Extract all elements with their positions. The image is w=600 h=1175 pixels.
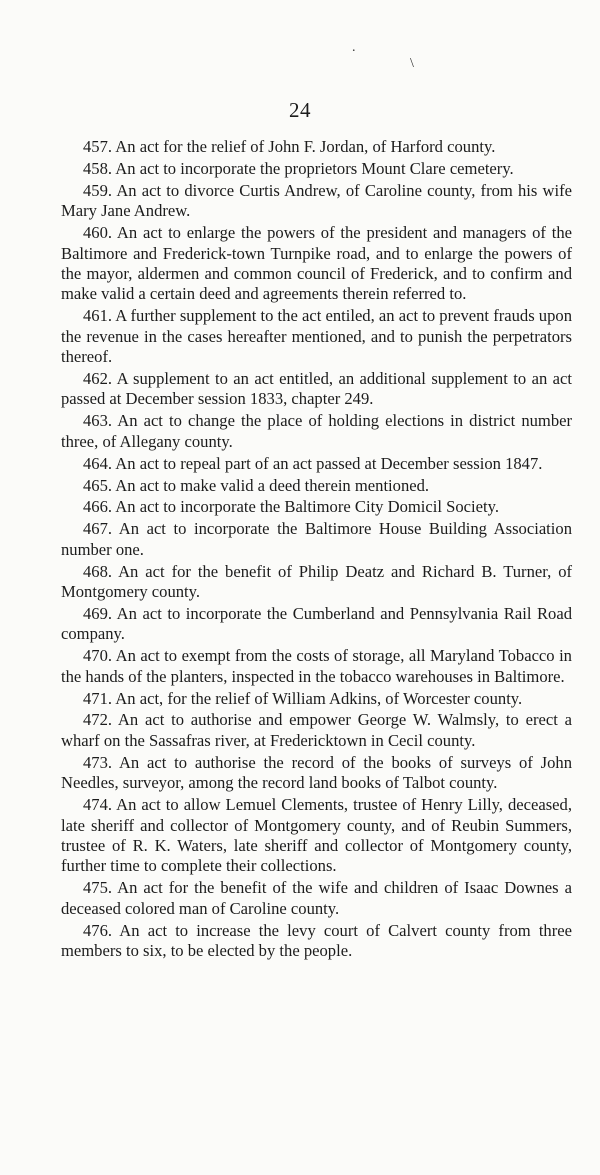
print-speck: .	[352, 40, 356, 55]
act-entry	[61, 921, 572, 962]
act-entry	[61, 878, 572, 919]
act-number: 458.	[83, 158, 113, 178]
act-entry	[61, 181, 572, 222]
act-text: An act to repeal part of an act passed at December session 1847.	[115, 453, 543, 473]
act-number: 471.	[83, 688, 113, 708]
act-text: A further supplement to the act entiled, an act to prevent frauds upon the revenue in the cases hereafter mentioned, and to punish the perpetrators thereof.	[61, 306, 572, 367]
act-entry	[61, 689, 572, 709]
act-text: An act to make valid a deed therein mentioned.	[115, 475, 430, 495]
act-entry	[61, 137, 572, 157]
act-text: An act, for the relief of William Adkins, of Worcester county.	[115, 688, 523, 708]
act-entry	[61, 795, 572, 877]
act-number: 475.	[83, 878, 113, 898]
act-entry	[61, 604, 572, 645]
act-number: 474.	[83, 795, 113, 815]
act-entry	[61, 476, 572, 496]
act-text: An act to divorce Curtis Andrew, of Caroline county, from his wife Mary Jane Andrew.	[61, 180, 572, 221]
act-text: An act to allow Lemuel Clements, trustee of Henry Lilly, deceased, late sheriff and collector of Montgomery county, and of Reubin Summers, trustee of R. K. Waters, late sheriff and collector of Montgomery county, further time to complete their collections.	[61, 795, 572, 876]
act-number: 472.	[83, 710, 113, 730]
act-number: 461.	[83, 306, 113, 326]
act-entry	[61, 454, 572, 474]
act-text: An act for the relief of John F. Jordan, of Harford county.	[115, 137, 496, 156]
act-text: An act to incorporate the Baltimore City Domicil Society.	[115, 497, 499, 517]
act-number: 463.	[83, 411, 113, 431]
act-number: 459.	[83, 180, 113, 200]
act-entry	[61, 223, 572, 305]
act-number: 457.	[83, 137, 113, 156]
act-text: An act to exempt from the costs of storage, all Maryland Tobacco in the hands of the planters, inspected in the tobacco warehouses in Baltimore.	[61, 646, 572, 686]
act-text: A supplement to an act entitled, an additional supplement to an act passed at December session 1833, chapter 249.	[61, 368, 573, 409]
act-number: 464.	[83, 453, 113, 473]
print-speck: \	[410, 56, 414, 71]
act-text: An act to incorporate the Cumberland and Pennsylvania Rail Road company.	[61, 603, 572, 644]
act-number: 466.	[83, 497, 113, 517]
act-entry	[61, 753, 572, 794]
act-entry	[61, 369, 572, 410]
act-number: 467.	[83, 519, 113, 539]
act-entry	[61, 159, 572, 179]
act-entry	[61, 411, 572, 452]
act-number: 469.	[83, 603, 113, 623]
act-entry	[61, 710, 572, 751]
act-text: An act to authorise and empower George W. Walmsly, to erect a wharf on the Sassafras river, at Fredericktown in Cecil county.	[61, 710, 572, 750]
act-entry	[61, 562, 572, 603]
act-entry	[61, 497, 572, 517]
act-entry	[61, 646, 572, 687]
act-text: An act for the benefit of Philip Deatz and Richard B. Turner, of Montgomery county.	[61, 561, 573, 602]
act-number: 468.	[83, 561, 113, 581]
acts-list	[61, 137, 572, 963]
act-number: 460.	[83, 223, 113, 243]
act-entry	[61, 306, 572, 367]
act-number: 462.	[83, 368, 113, 388]
page-number: 24	[289, 98, 311, 122]
act-number: 465.	[83, 475, 113, 495]
act-text: An act to authorise the record of the books of surveys of John Needles, surveyor, among the record land books of Talbot county.	[61, 752, 572, 793]
act-number: 473.	[83, 752, 113, 772]
act-entry	[61, 519, 572, 560]
act-text: An act to enlarge the powers of the president and managers of the Baltimore and Frederick-town Turnpike road, and to enlarge the powers of the mayor, aldermen and common council of Frederick, and to confirm and make valid a certain deed and agreements therein referred to.	[61, 223, 572, 304]
act-number: 476.	[83, 920, 113, 940]
act-text: An act for the benefit of the wife and children of Isaac Downes a deceased colored man of Caroline county.	[61, 878, 572, 918]
act-text: An act to change the place of holding elections in district number three, of Allegany county.	[61, 411, 573, 451]
act-text: An act to increase the levy court of Calvert county from three members to six, to be elected by the people.	[61, 920, 572, 960]
act-text: An act to incorporate the proprietors Mount Clare cemetery.	[115, 158, 514, 178]
act-number: 470.	[83, 646, 113, 666]
act-text: An act to incorporate the Baltimore House Building Association number one.	[61, 519, 572, 559]
